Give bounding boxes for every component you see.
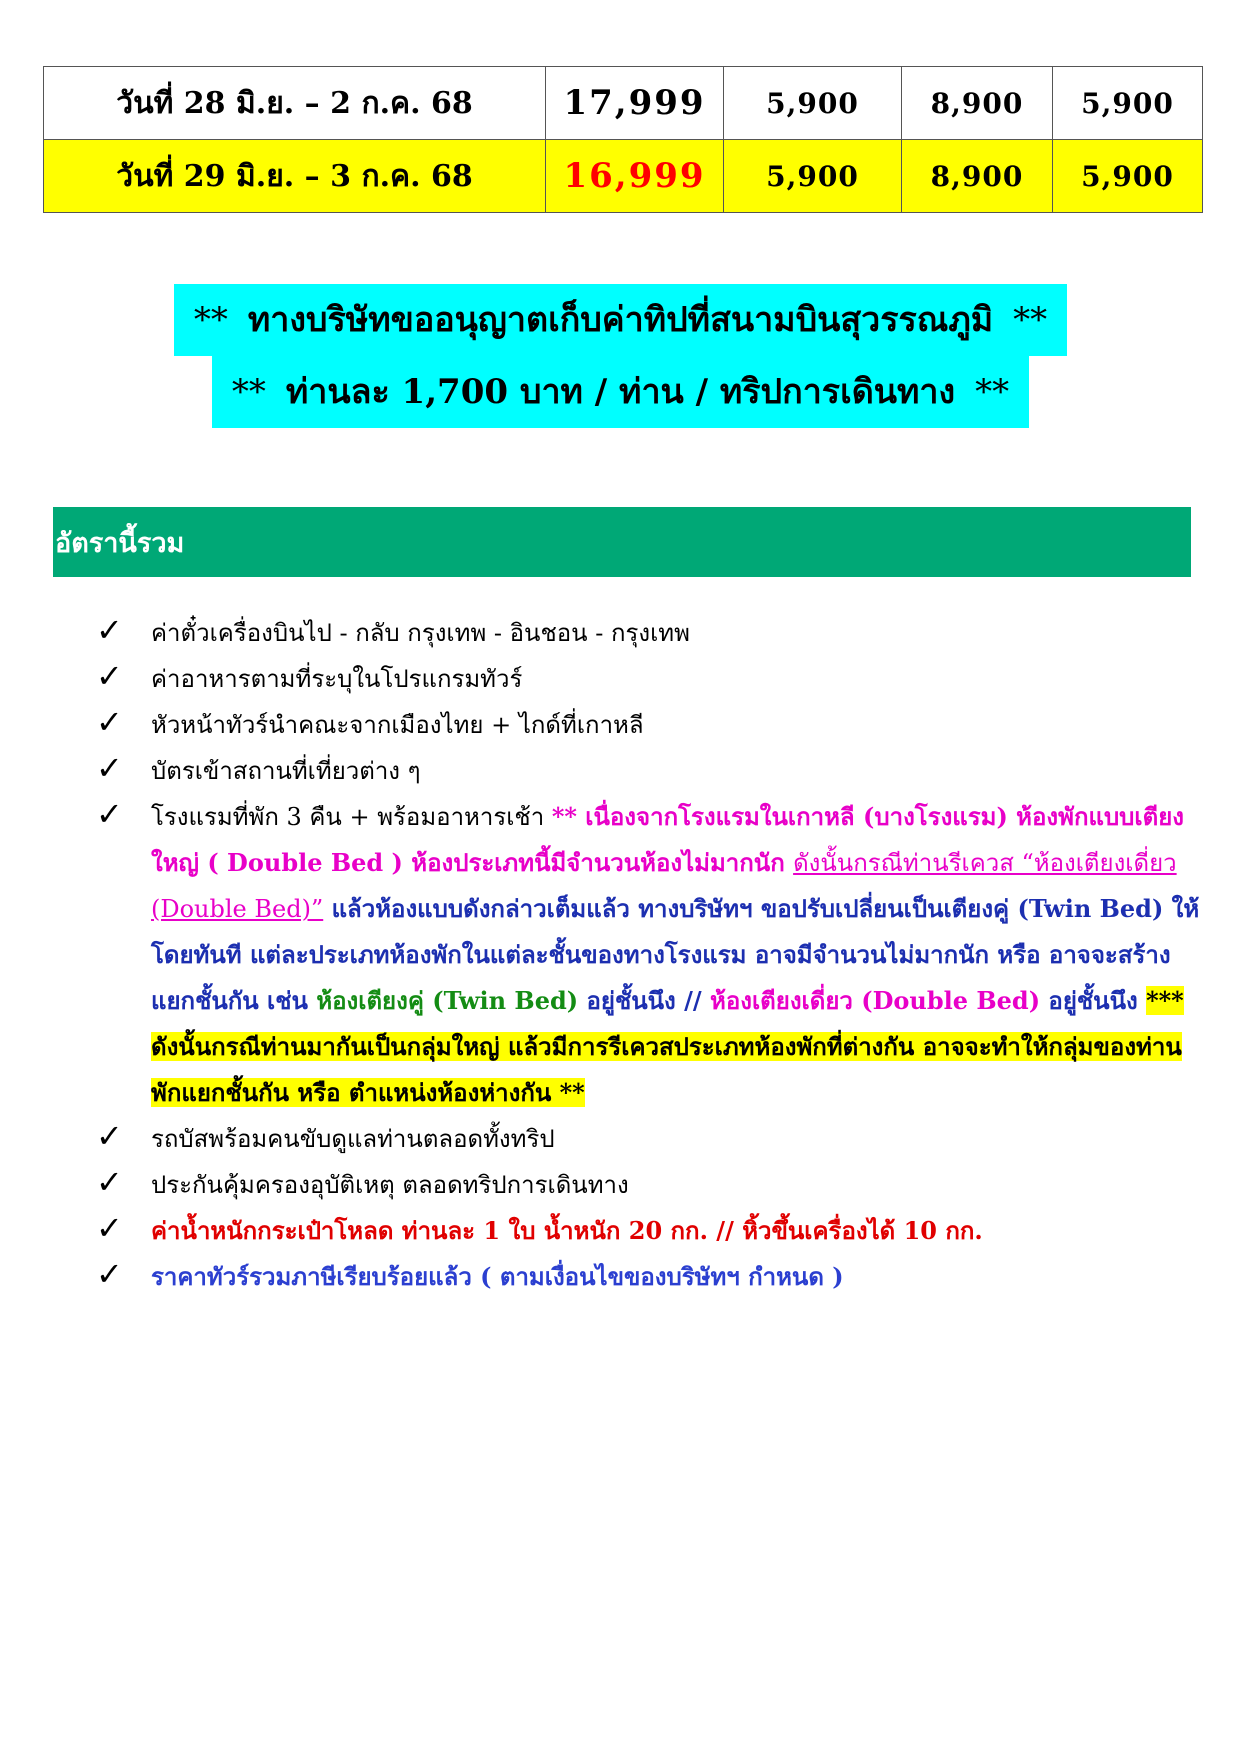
tip-notice-line-2 [0,356,1241,428]
hotel-warning: ** เนื่องจากโรงแรมในเกาหลี (บางโรงแรม) ห้องพักแบบเตียงใหญ่ ( Double Bed ) ห้องประเภทนี้มีจำนวนห้องไม่มากนัก [151,802,1184,877]
section-title: อัตรานี้รวม [55,527,185,559]
hotel-request: ดังนั้นกรณีท่านรีเควส “ห้องเตียงเดี่ยว (Double Bed)” [151,849,1177,923]
price-cell: 8,900 [902,67,1053,140]
hotel-floor-note: อยู่ชั้นนึง [1040,986,1147,1015]
item-text: ค่าน้ำหนักกระเป๋าโหลด ท่านละ 1 ใบ น้ำหนัก 20 กก. // หิ้วขึ้นเครื่องได้ 10 กก. [151,1216,983,1245]
notice-highlight [212,356,1029,428]
price-cell: 16,999 [546,140,724,213]
notice-text: ท่านละ 1,700 บาท / ท่าน / ทริปการเดินทาง [276,356,965,428]
notice-stars: ** [184,284,238,356]
price-cell: 5,900 [724,140,902,213]
item-text: ประกันคุ้มครองอุบัติเหตุ ตลอดทริปการเดินทาง [151,1171,629,1199]
item-text: หัวหน้าทัวร์นำคณะจากเมืองไทย + ไกด์ที่เกาหลี [151,711,644,739]
twin-bed-label: ห้องเตียงคู่ (Twin Bed) [316,986,579,1015]
list-item [96,1208,1206,1254]
group-warning: *** ดังนั้นกรณีท่านมากันเป็นกลุ่มใหญ่ แล้วมีการรีเควสประเภทห้องพักที่ต่างกัน อาจจะทำให้กลุ่มของท่านพักแยกชั้นกัน หรือ ตำแหน่งห้องห่างกัน ** [151,986,1184,1107]
item-text: ราคาทัวร์รวมภาษีเรียบร้อยแล้ว ( ตามเงื่อนไขของบริษัทฯ กำหนด ) [151,1262,844,1291]
table-row [44,67,1203,140]
check-icon: ✓ [96,703,123,741]
check-icon: ✓ [96,1209,123,1247]
notice-text: ทางบริษัทขออนุญาตเก็บค่าทิปที่สนามบินสุวรรณภูมิ [238,284,1003,356]
price-table [43,66,1203,213]
check-icon: ✓ [96,1163,123,1201]
price-cell: 17,999 [546,67,724,140]
price-cell: 5,900 [1053,140,1203,213]
tip-notice-line-1 [0,284,1241,356]
table-row [44,140,1203,213]
item-text: บัตรเข้าสถานที่เที่ยวต่าง ๆ [151,757,421,785]
check-icon: ✓ [96,657,123,695]
list-item [96,702,1206,748]
notice-stars: ** [222,356,276,428]
check-icon: ✓ [96,795,123,833]
check-icon: ✓ [96,1117,123,1155]
item-text: ค่าอาหารตามที่ระบุในโปรแกรมทัวร์ [151,665,523,693]
list-item [96,1254,1206,1300]
list-item [96,748,1206,794]
hotel-change-note: แล้วห้องแบบดังกล่าวเต็มแล้ว ทางบริษัทฯ ขอปรับเปลี่ยนเป็นเตียงคู่ (Twin Bed) ให้โดยทันที แต่ละประเภทห้องพักในแต่ละชั้นของทางโรงแรม อาจมีจำนวนไม่มากนัก หรือ อาจจะสร้างแยกชั้นกัน เช่น [151,894,1200,1015]
item-text: โรงแรมที่พัก 3 คืน + พร้อมอาหารเช้า [151,803,552,831]
list-item [96,1116,1206,1162]
check-icon: ✓ [96,611,123,649]
price-cell: 5,900 [1053,67,1203,140]
inclusion-list [96,610,1206,1300]
item-text: รถบัสพร้อมคนขับดูแลท่านตลอดทั้งทริป [151,1125,555,1153]
notice-stars: ** [1003,284,1057,356]
hotel-floor-note: อยู่ชั้นนึง // [578,986,711,1015]
list-item [96,610,1206,656]
price-cell: 8,900 [902,140,1053,213]
list-item [96,656,1206,702]
date-cell: วันที่ 28 มิ.ย. – 2 ก.ค. 68 [44,67,546,140]
check-icon: ✓ [96,1255,123,1293]
item-text: ค่าตั๋วเครื่องบินไป - กลับ กรุงเทพ - อินชอน - กรุงเทพ [151,619,690,647]
list-item [96,794,1206,1116]
notice-stars: ** [965,356,1019,428]
section-header [53,507,1191,577]
list-item [96,1162,1206,1208]
check-icon: ✓ [96,749,123,787]
date-cell: วันที่ 29 มิ.ย. – 3 ก.ค. 68 [44,140,546,213]
notice-highlight [174,284,1067,356]
double-bed-label: ห้องเตียงเดี่ยว (Double Bed) [710,986,1041,1015]
hotel-note [151,794,1206,1116]
price-cell: 5,900 [724,67,902,140]
